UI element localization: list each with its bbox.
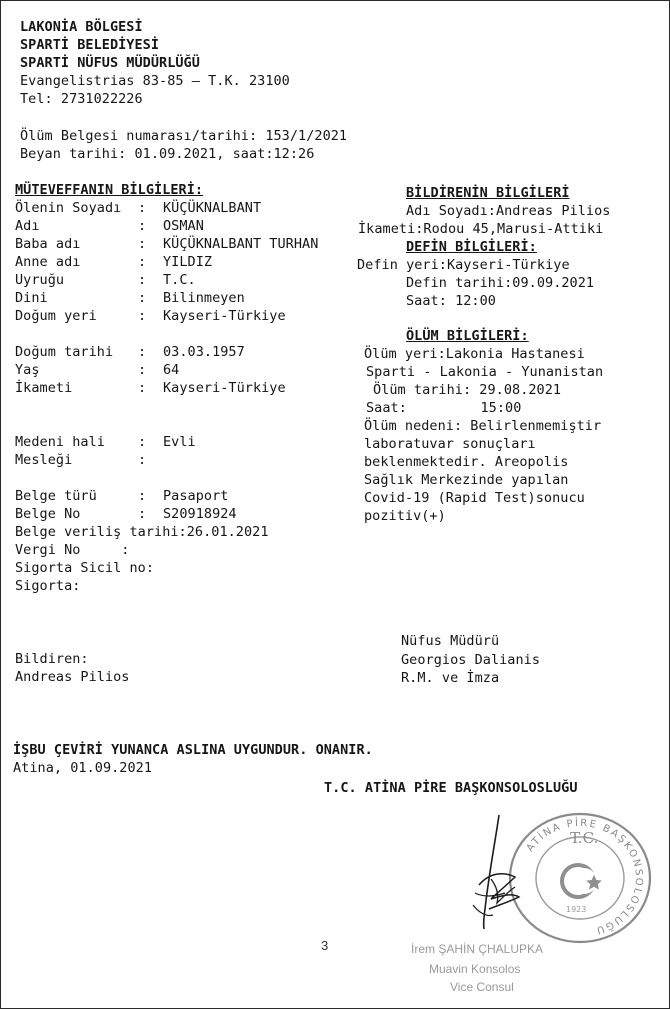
field-sep: :	[138, 236, 147, 252]
field-value-mother: YILDIZ	[163, 254, 213, 270]
field-value-nationality: T.C.	[163, 272, 196, 288]
field-value-birthdate: 03.03.1957	[163, 344, 245, 360]
reporter-name: Andreas Pilios	[15, 669, 130, 685]
insurance: Sigorta:	[15, 578, 81, 594]
field-sep: :	[138, 452, 147, 468]
header-address: Evangelistrias 83-85 – T.K. 23100	[20, 73, 290, 89]
insurance-no: Sigorta Sicil no:	[15, 560, 155, 576]
field-label: Doğum tarihi	[15, 344, 114, 360]
declarant-heading: BİLDİRENİN BİLGİLERİ	[406, 185, 570, 201]
header-municipality: SPARTİ BELEDİYESİ	[20, 37, 160, 53]
field-value-father: KÜÇÜKNALBANT TURHAN	[163, 236, 319, 252]
declaration-date: Beyan tarihi: 01.09.2021, saat:12:26	[20, 146, 315, 162]
declarant-residence: İkameti:Rodou 45,Marusi-Attiki	[358, 221, 604, 237]
field-label: Uyruğu	[15, 272, 65, 288]
death-cause-line: pozitiv(+)	[364, 508, 446, 524]
death-heading: ÖLÜM BİLGİLERİ:	[406, 328, 529, 344]
header-phone: Tel: 2731022226	[20, 91, 143, 107]
death-cause-line: beklenmektedir. Areopolis	[364, 454, 569, 470]
burial-time: Saat: 12:00	[406, 293, 496, 309]
issue-date: Belge veriliş tarihi:26.01.2021	[15, 524, 269, 540]
field-label: Ölenin Soyadı	[15, 200, 122, 216]
translation-statement: İŞBU ÇEVİRİ YUNANCA ASLINA UYGUNDUR. ONANIR.	[13, 742, 373, 758]
field-value-docno: S20918924	[163, 506, 237, 522]
death-time: Saat: 15:00	[366, 400, 522, 416]
death-date: Ölüm tarihi: 29.08.2021	[373, 382, 562, 398]
field-value-age: 64	[163, 362, 180, 378]
declarant-name: Adı Soyadı:Andreas Pilios	[406, 203, 611, 219]
death-cause-line: Sağlık Merkezinde yapılan	[364, 472, 569, 488]
field-value-name: OSMAN	[163, 218, 204, 234]
header-region: LAKONİA BÖLGESİ	[20, 19, 143, 35]
translation-place-date: Atina, 01.09.2021	[13, 760, 153, 776]
field-value-birthplace: Kayseri-Türkiye	[163, 308, 286, 324]
field-sep: :	[138, 254, 147, 270]
official-title-tr: Muavin Konsolos	[429, 962, 521, 976]
field-sep: :	[138, 200, 147, 216]
field-sep: :	[138, 290, 147, 306]
field-value-doctype: Pasaport	[163, 488, 229, 504]
burial-place: Defin yeri:Kayseri-Türkiye	[357, 257, 570, 273]
field-label: Dini	[15, 290, 48, 306]
stamp-ring-text-path: ATİNA PİRE BAŞKONSOLOSLUĞU	[524, 817, 645, 937]
stamp-center-text: T.C.	[570, 829, 599, 847]
field-label: İkameti	[15, 380, 73, 396]
official-title-en: Vice Consul	[450, 980, 514, 994]
death-cause-line: Ölüm nedeni: Belirlenmemiştir	[364, 418, 602, 434]
field-sep: :	[138, 344, 147, 360]
field-label: Yaş	[15, 362, 40, 378]
death-cause-line: laboratuvar sonuçları	[364, 436, 536, 452]
field-label: Adı	[15, 218, 40, 234]
registrar-title: Nüfus Müdürü	[401, 633, 500, 649]
handwritten-signature	[469, 813, 533, 933]
field-sep: :	[138, 488, 147, 504]
page-number: 3	[321, 938, 329, 953]
field-label: Anne adı	[15, 254, 81, 270]
field-label: Medeni hali	[15, 434, 105, 450]
deceased-heading: MÜTEVEFFANIN BİLGİLERİ:	[15, 182, 204, 198]
field-value-surname: KÜÇÜKNALBANT	[163, 200, 262, 216]
field-sep: :	[138, 308, 147, 324]
stamp-year: 1923	[566, 905, 587, 914]
registrar-name: Georgios Dalianis	[401, 652, 541, 668]
field-sep: :	[138, 218, 147, 234]
field-label: Belge türü	[15, 488, 97, 504]
field-label: Mesleği	[15, 452, 73, 468]
certificate-number: Ölüm Belgesi numarası/tarihi: 153/1/2021	[20, 128, 348, 144]
burial-date: Defin tarihi:09.09.2021	[406, 275, 595, 291]
field-value-marital: Evli	[163, 434, 196, 450]
field-sep: :	[138, 506, 147, 522]
field-sep: :	[138, 434, 147, 450]
field-sep: :	[138, 362, 147, 378]
field-value-residence: Kayseri-Türkiye	[163, 380, 286, 396]
field-sep: :	[138, 380, 147, 396]
header-registry: SPARTİ NÜFUS MÜDÜRLÜĞÜ	[20, 55, 200, 71]
registrar-sign-label: R.M. ve İmza	[401, 670, 500, 686]
field-value-religion: Bilinmeyen	[163, 290, 245, 306]
death-place-region: Sparti - Lakonia - Yunanistan	[366, 364, 604, 380]
tax-no: Vergi No :	[15, 542, 130, 558]
reporter-label: Bildiren:	[15, 651, 89, 667]
death-place: Ölüm yeri:Lakonia Hastanesi	[364, 346, 585, 362]
field-label: Doğum yeri	[15, 308, 97, 324]
field-sep: :	[138, 272, 147, 288]
official-name: İrem ŞAHİN ÇHALUPKA	[411, 942, 544, 956]
burial-heading: DEFİN BİLGİLERİ:	[406, 239, 537, 255]
death-cause-line: Covid-19 (Rapid Test)sonucu	[364, 490, 585, 506]
field-label: Baba adı	[15, 236, 81, 252]
field-label: Belge No	[15, 506, 81, 522]
consulate-name: T.C. ATİNA PİRE BAŞKONSOLOSLUĞU	[324, 780, 578, 796]
